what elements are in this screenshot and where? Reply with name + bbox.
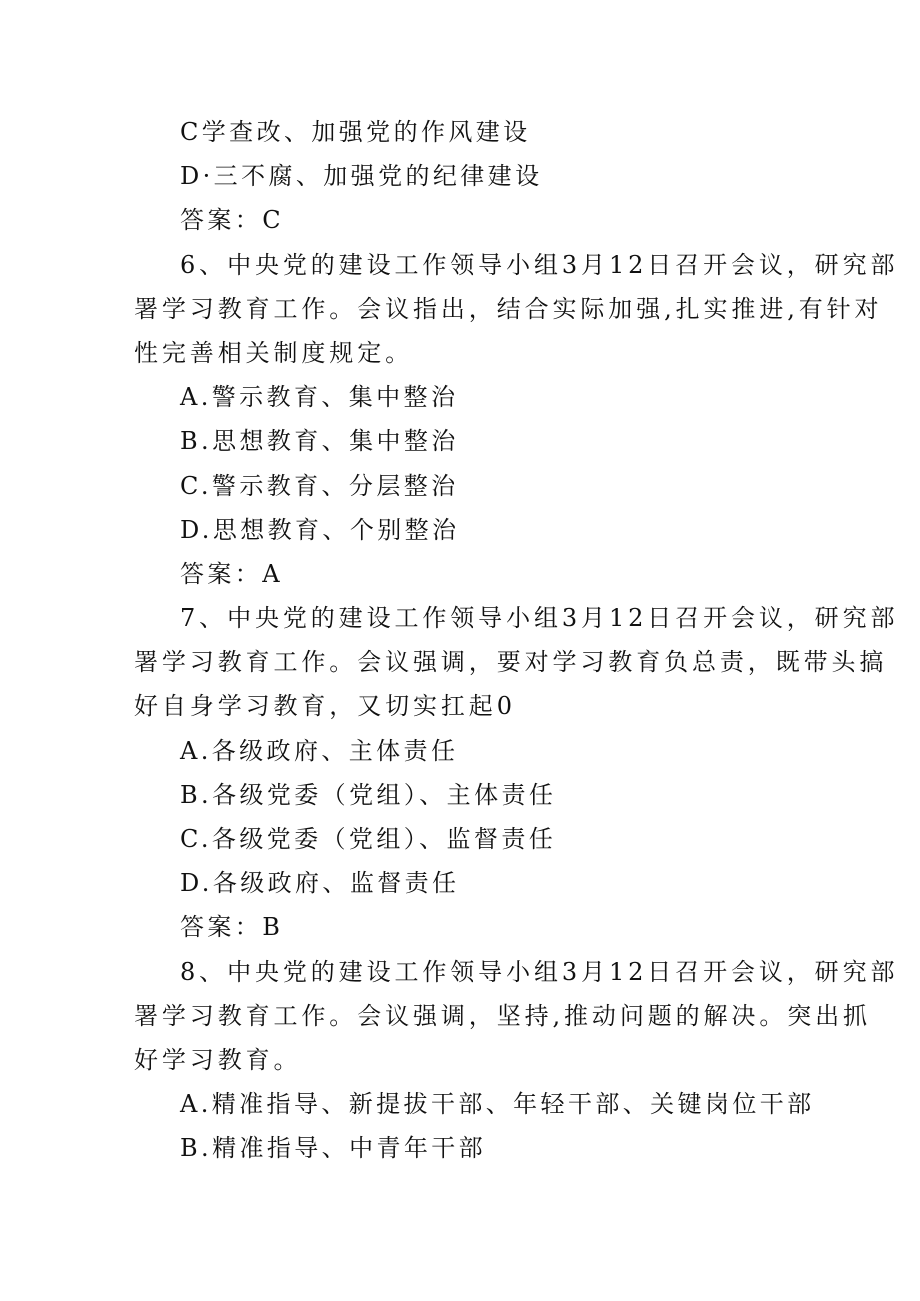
question-6-answer: 答案：A: [180, 559, 283, 588]
question-8-option-b: B.精准指导、中青年干部: [180, 1134, 487, 1163]
question-7-option-d: D.各级政府、监督责任: [180, 869, 460, 898]
question-6-option-c: C.警示教育、分层整治: [180, 471, 459, 500]
question-6-line-1: 6、中央党的建设工作领导小组3月12日召开会议，研究部: [180, 250, 899, 279]
question-8-option-a: A.精准指导、新提拔干部、年轻干部、关键岗位干部: [180, 1090, 815, 1119]
answer-prev: 答案：C: [180, 206, 284, 235]
question-6-line-2: 署学习教育工作。会议指出，结合实际加强,扎实推进,有针对: [134, 294, 883, 323]
document-body: [134, 110, 899, 1171]
question-8-line-2: 署学习教育工作。会议强调，坚持,推动问题的解决。突出抓: [134, 1001, 871, 1030]
question-7-option-b: B.各级党委（党组）、主体责任: [180, 780, 557, 809]
question-8-line-1: 8、中央党的建设工作领导小组3月12日召开会议，研究部: [180, 957, 899, 986]
question-7-option-c: C.各级党委（党组）、监督责任: [180, 825, 557, 853]
option-d-prev: D·三不腐、加强党的纪律建设: [180, 162, 543, 191]
question-6-option-b: B.思想教育、集中整治: [180, 427, 459, 456]
question-7-line-3: 好自身学习教育，又切实扛起0: [134, 692, 516, 721]
question-7-answer: 答案：B: [180, 913, 284, 942]
question-8-line-3: 好学习教育。: [134, 1045, 302, 1074]
question-7-option-a: A.各级政府、主体责任: [180, 736, 459, 765]
question-7-line-1: 7、中央党的建设工作领导小组3月12日召开会议，研究部: [180, 604, 899, 633]
question-6-option-a: A.警示教育、集中整治: [180, 383, 459, 412]
question-6-option-d: D.思想教育、个别整治: [180, 515, 460, 544]
question-6-line-3: 性完善相关制度规定。: [134, 338, 413, 367]
question-7-line-2: 署学习教育工作。会议强调，要对学习教育负总责，既带头搞: [134, 648, 888, 677]
option-c-prev: C学查改、加强党的作风建设: [180, 118, 531, 146]
